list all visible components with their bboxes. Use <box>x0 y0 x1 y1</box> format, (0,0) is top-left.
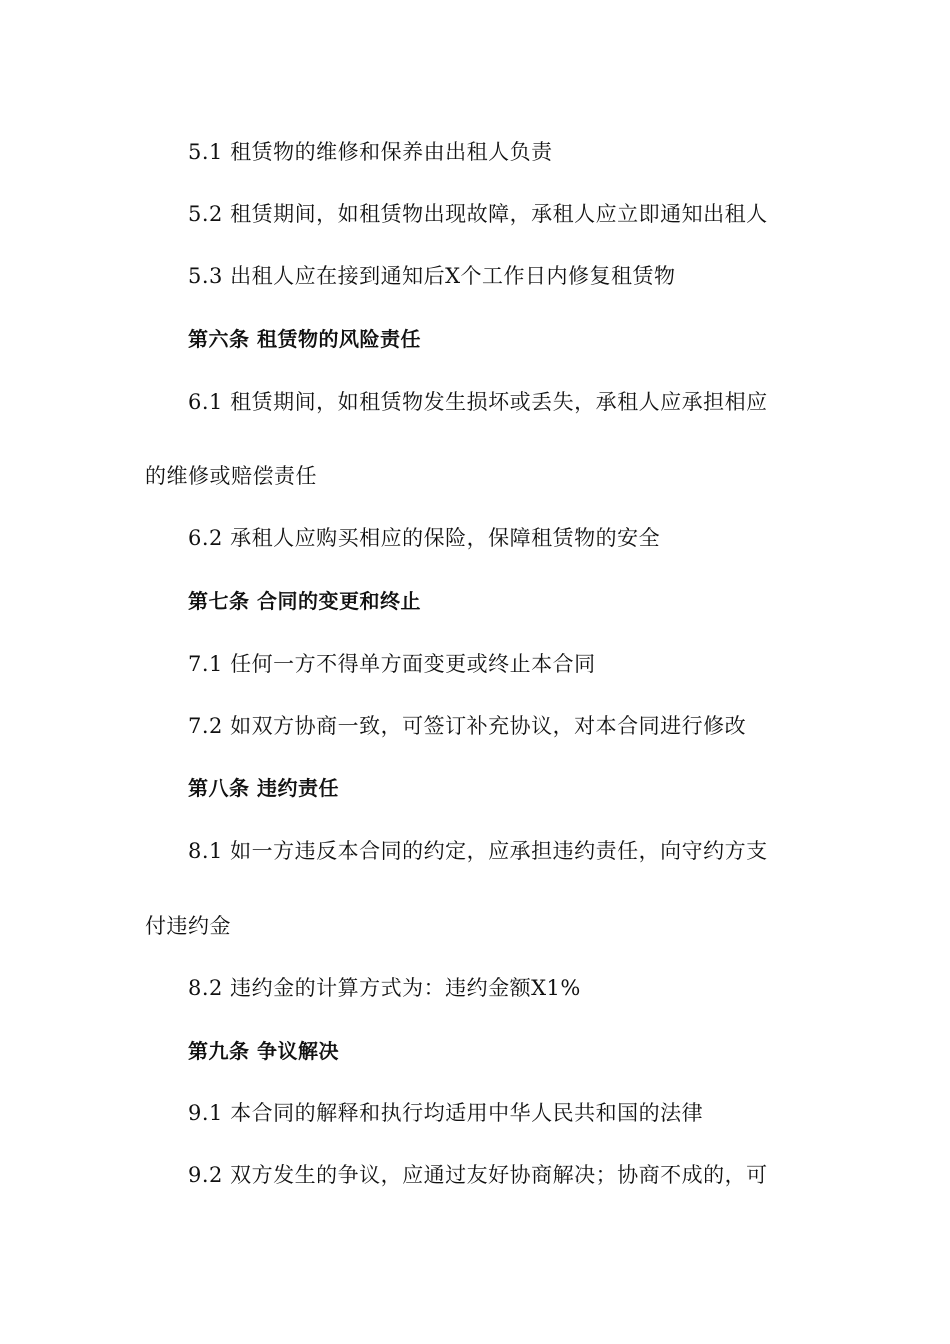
clause-5-3: 5.3 出租人应在接到通知后X个工作日内修复租赁物 <box>188 264 676 288</box>
article-7-heading: 第七条 合同的变更和终止 <box>188 589 421 613</box>
article-9-heading: 第九条 争议解决 <box>188 1039 339 1063</box>
clause-8-1-continuation: 付违约金 <box>145 914 231 938</box>
clause-7-1: 7.1 任何一方不得单方面变更或终止本合同 <box>188 652 596 676</box>
clause-8-2: 8.2 违约金的计算方式为：违约金额X1% <box>188 976 581 1000</box>
clause-9-1: 9.1 本合同的解释和执行均适用中华人民共和国的法律 <box>188 1101 704 1125</box>
clause-7-2: 7.2 如双方协商一致，可签订补充协议，对本合同进行修改 <box>188 714 747 738</box>
clause-6-1-continuation: 的维修或赔偿责任 <box>145 464 317 488</box>
clause-6-1: 6.1 租赁期间，如租赁物发生损坏或丢失，承租人应承担相应 <box>188 390 768 414</box>
clause-8-1: 8.1 如一方违反本合同的约定，应承担违约责任，向守约方支 <box>188 839 768 863</box>
clause-6-2: 6.2 承租人应购买相应的保险，保障租赁物的安全 <box>188 526 661 550</box>
clause-9-2: 9.2 双方发生的争议，应通过友好协商解决；协商不成的，可 <box>188 1163 768 1187</box>
article-6-heading: 第六条 租赁物的风险责任 <box>188 327 421 351</box>
clause-5-2: 5.2 租赁期间，如租赁物出现故障，承租人应立即通知出租人 <box>188 202 768 226</box>
article-8-heading: 第八条 违约责任 <box>188 776 339 800</box>
clause-5-1: 5.1 租赁物的维修和保养由出租人负责 <box>188 140 553 164</box>
